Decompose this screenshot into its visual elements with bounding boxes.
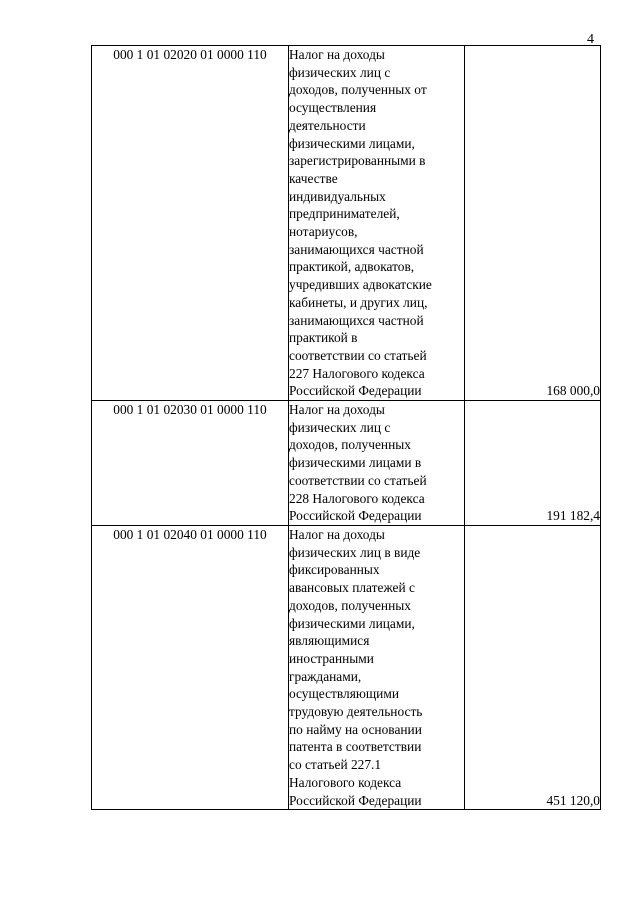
revenue-name-line: соответствии со статьей <box>289 472 427 488</box>
revenue-name-line: индивидуальных <box>289 188 386 204</box>
revenue-name-line: физическими лицами в <box>289 455 422 471</box>
budget-classification-code: 000 1 01 02040 01 0000 110 <box>92 525 289 809</box>
revenue-name-line: со статьей 227.1 <box>289 757 382 773</box>
revenue-name-cell <box>289 525 465 809</box>
revenue-name-line: доходов, полученных <box>289 597 411 613</box>
revenue-name-line: Российской Федерации <box>289 508 422 524</box>
revenue-name-line: иностранными <box>289 650 374 666</box>
revenue-name-line: доходов, полученных <box>289 437 411 453</box>
revenue-name-cell <box>289 46 465 401</box>
revenue-name-line: Налог на доходы <box>289 47 385 62</box>
revenue-name-line: занимающихся частной <box>289 312 424 328</box>
revenue-name-line: кабинеты, и других лиц, <box>289 294 428 310</box>
revenue-name-line: физических лиц с <box>289 419 391 435</box>
revenue-name-line: практикой в <box>289 330 358 346</box>
revenue-name-line: являющимися <box>289 633 370 649</box>
page-number: 4 <box>587 32 594 47</box>
revenue-name-line: физических лиц с <box>289 64 391 80</box>
revenue-name-line: доходов, полученных от <box>289 82 427 98</box>
revenue-name-line: предпринимателей, <box>289 206 400 222</box>
revenue-name-line: физическими лицами, <box>289 615 415 631</box>
table-row <box>92 46 601 401</box>
revenue-name-line: Налог на доходы <box>289 402 385 418</box>
amount-value: 451 120,0 <box>465 525 601 809</box>
revenue-name-line: практикой, адвокатов, <box>289 259 415 275</box>
revenue-name-cell <box>289 401 465 526</box>
revenue-name-line: качестве <box>289 170 338 186</box>
revenue-name-line: 228 Налогового кодекса <box>289 490 425 506</box>
revenue-name-line: физическими лицами, <box>289 135 415 151</box>
revenue-name-line: по найму на основании <box>289 721 422 737</box>
revenue-name-line: занимающихся частной <box>289 241 424 257</box>
revenue-table-body <box>92 46 601 810</box>
revenue-name-line: 227 Налогового кодекса <box>289 365 425 381</box>
budget-classification-code: 000 1 01 02030 01 0000 110 <box>92 401 289 526</box>
table-row <box>92 525 601 809</box>
revenue-name-line: зарегистрированными в <box>289 153 426 169</box>
revenue-name-line: патента в соответствии <box>289 739 422 755</box>
revenue-name-line: Налогового кодекса <box>289 774 402 790</box>
revenue-name-line: Российской Федерации <box>289 383 422 399</box>
revenue-name-line: авансовых платежей с <box>289 580 415 596</box>
budget-classification-code: 000 1 01 02020 01 0000 110 <box>92 46 289 401</box>
revenue-name-line: трудовую деятельность <box>289 704 423 720</box>
revenue-name-line: учредивших адвокатские <box>289 277 432 293</box>
revenue-name-line: нотариусов, <box>289 224 358 240</box>
revenue-name-line: Российской Федерации <box>289 792 422 808</box>
table-row <box>92 401 601 526</box>
amount-value: 191 182,4 <box>465 401 601 526</box>
revenue-name-line: Налог на доходы <box>289 526 385 542</box>
amount-value: 168 000,0 <box>465 46 601 401</box>
revenue-name-line: осуществления <box>289 100 377 116</box>
revenue-name-line: физических лиц в виде <box>289 544 421 560</box>
revenue-name-line: осуществляющими <box>289 686 399 702</box>
revenue-name-line: соответствии со статьей <box>289 347 427 363</box>
revenue-name-line: гражданами, <box>289 668 362 684</box>
revenue-name-line: фиксированных <box>289 562 380 578</box>
revenue-table <box>91 45 601 810</box>
revenue-name-line: деятельности <box>289 117 366 133</box>
